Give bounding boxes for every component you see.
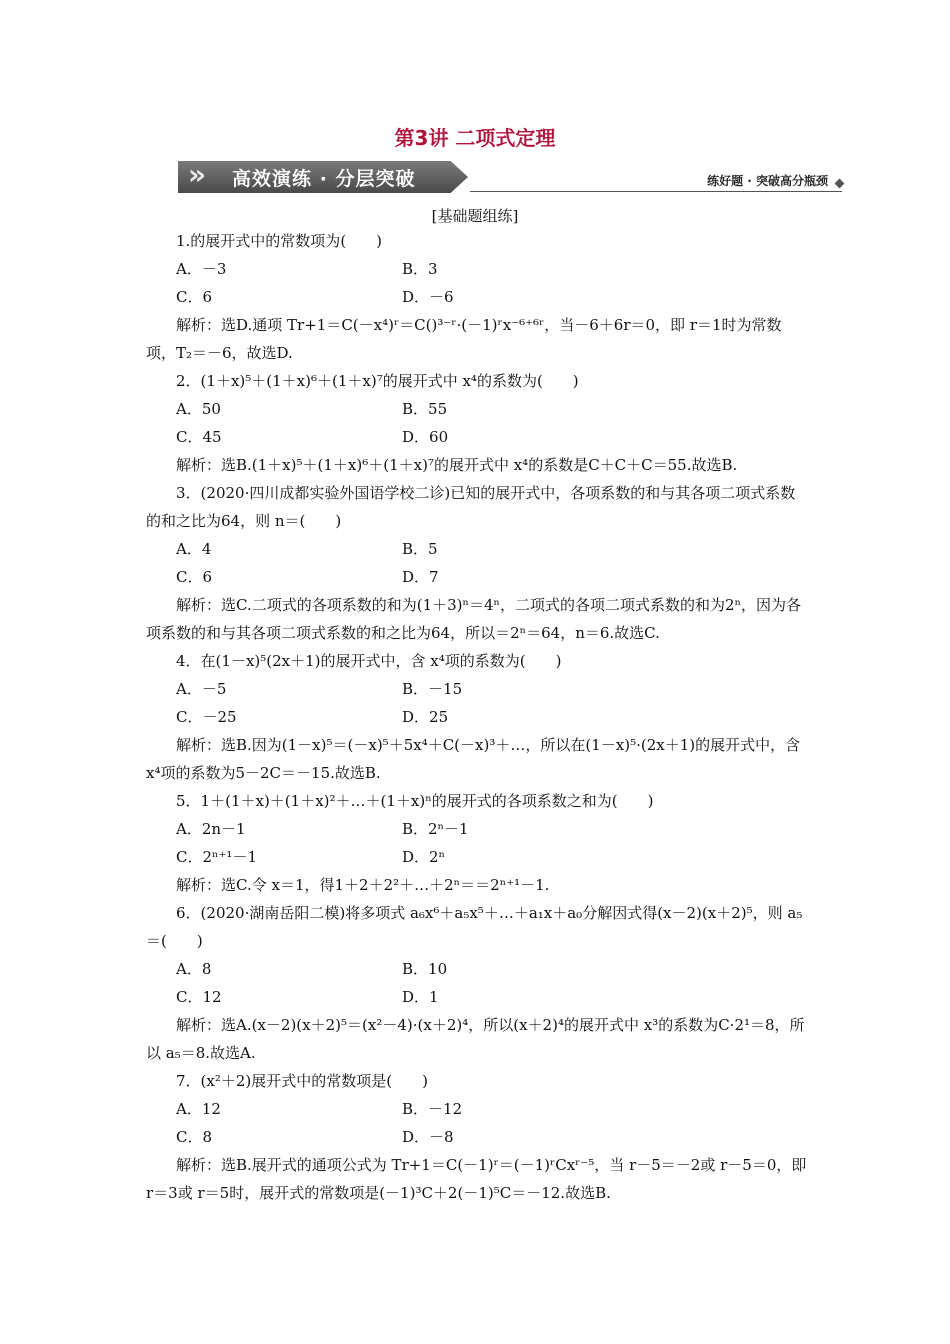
option: A．2n－1 xyxy=(176,820,246,838)
option: B．55 xyxy=(402,400,448,418)
option: A．－5 xyxy=(176,680,227,698)
option: D．2ⁿ xyxy=(402,848,446,866)
diamond-icon xyxy=(835,179,845,189)
option: D．25 xyxy=(402,708,449,726)
question-stem: 2．(1＋x)⁵＋(1＋x)⁶＋(1＋x)⁷的展开式中 x⁴的系数为( ) xyxy=(176,372,579,390)
option: D．60 xyxy=(402,428,449,446)
option-row xyxy=(146,983,808,1011)
question-stem: 5．1＋(1＋x)＋(1＋x)²＋…＋(1＋x)ⁿ的展开式的各项系数之和为( ) xyxy=(176,792,654,810)
banner-rule xyxy=(470,191,842,192)
chevron-right-icon: » xyxy=(188,158,199,191)
answer-explanation: 解析：选B.(1＋x)⁵＋(1＋x)⁶＋(1＋x)⁷的展开式中 x⁴的系数是C＋C＋C＝55.故选B. xyxy=(176,456,738,474)
option-row xyxy=(146,815,808,843)
question-stem: 1.的展开式中的常数项为( ) xyxy=(176,232,383,250)
option-row xyxy=(146,675,808,703)
option: B．5 xyxy=(402,540,438,558)
question-block xyxy=(146,367,808,479)
answer-explanation: 解析：选B.因为(1－x)⁵＝(－x)⁵＋5x⁴＋C(－x)³＋…，所以在(1－x)⁵·(2x＋1)的展开式中，含 x⁴项的系数为5－2C＝－15.故选B. xyxy=(146,736,801,782)
option: B．3 xyxy=(402,260,438,278)
banner-tagline: 练好题 · 突破高分瓶颈 xyxy=(707,174,828,188)
option: D．1 xyxy=(402,988,439,1006)
option: C．－25 xyxy=(176,708,237,726)
option: B．2ⁿ－1 xyxy=(402,820,469,838)
option: D．－6 xyxy=(402,288,454,306)
question-block xyxy=(146,479,808,647)
question-block xyxy=(146,787,808,899)
banner-text: 高效演练 · 分层突破 xyxy=(232,168,416,190)
answer-explanation: 解析：选C.二项式的各项系数的和为(1＋3)ⁿ＝4ⁿ，二项式的各项二项式系数的和为2ⁿ，因为各项系数的和与其各项二项式系数的和之比为64，所以＝2ⁿ＝64，n＝6.故选C. xyxy=(146,596,802,642)
answer-explanation: 解析：选A.(x－2)(x＋2)⁵＝(x²－4)·(x＋2)⁴，所以(x＋2)⁴的展开式中 x³的系数为C·2¹＝8，所以 a₅＝8.故选A. xyxy=(146,1016,805,1062)
option-row xyxy=(146,1123,808,1151)
question-stem: 3．(2020·四川成都实验外国语学校二诊)已知的展开式中，各项系数的和与其各项二项式系数的和之比为64，则 n＝( ) xyxy=(146,484,796,530)
question-block xyxy=(146,1067,808,1207)
option: B．－12 xyxy=(402,1100,463,1118)
answer-explanation: 解析：选C.令 x＝1，得1＋2＋2²＋…＋2ⁿ＝＝2ⁿ⁺¹－1. xyxy=(176,876,550,894)
option-row xyxy=(146,955,808,983)
option: D．－8 xyxy=(402,1128,454,1146)
option-row xyxy=(146,563,808,591)
option-row xyxy=(146,703,808,731)
option: C．12 xyxy=(176,988,222,1006)
option: D．7 xyxy=(402,568,439,586)
question-block xyxy=(146,227,808,367)
question-stem: 7．(x²＋2)展开式中的常数项是( ) xyxy=(176,1072,428,1090)
option: A．－3 xyxy=(176,260,227,278)
option: A．8 xyxy=(176,960,212,978)
option: C．6 xyxy=(176,288,213,306)
question-list xyxy=(146,227,808,1207)
option-row xyxy=(146,423,808,451)
question-stem: 4．在(1－x)⁵(2x＋1)的展开式中，含 x⁴项的系数为( ) xyxy=(176,652,562,670)
option-row xyxy=(146,1095,808,1123)
question-block xyxy=(146,899,808,1067)
option-row xyxy=(146,283,808,311)
option: C．6 xyxy=(176,568,213,586)
option: C．45 xyxy=(176,428,222,446)
option: C．8 xyxy=(176,1128,213,1146)
page-title: 第3讲 二项式定理 xyxy=(394,126,556,150)
option-row xyxy=(146,255,808,283)
option: B．－15 xyxy=(402,680,463,698)
question-stem: 6．(2020·湖南岳阳二模)将多项式 a₆x⁶＋a₅x⁵＋…＋a₁x＋a₀分解因式得(x－2)(x＋2)⁵，则 a₅＝( ) xyxy=(146,904,803,950)
option: C．2ⁿ⁺¹－1 xyxy=(176,848,257,866)
answer-explanation: 解析：选B.展开式的通项公式为 Tr+1＝C(－1)ʳ＝(－1)ʳCxʳ⁻⁵，当 r－5＝－2或 r－5＝0，即 r＝3或 r＝5时，展开式的常数项是(－1)³C＋2(－1)⁵C＝－12.故选B. xyxy=(146,1156,807,1202)
option-row xyxy=(146,535,808,563)
option-row xyxy=(146,843,808,871)
option: A．12 xyxy=(176,1100,221,1118)
option: A．4 xyxy=(176,540,212,558)
option-row xyxy=(146,395,808,423)
answer-explanation: 解析：选D.通项 Tr+1＝C(－x⁴)ʳ＝C()³⁻ʳ·(－1)ʳx⁻⁶⁺⁶ʳ，当－6＋6r＝0，即 r＝1时为常数项，T₂＝－6，故选D. xyxy=(146,316,782,362)
question-block xyxy=(146,647,808,787)
section-heading: [基础题组练] xyxy=(431,207,519,225)
option: B．10 xyxy=(402,960,448,978)
option: A．50 xyxy=(176,400,221,418)
